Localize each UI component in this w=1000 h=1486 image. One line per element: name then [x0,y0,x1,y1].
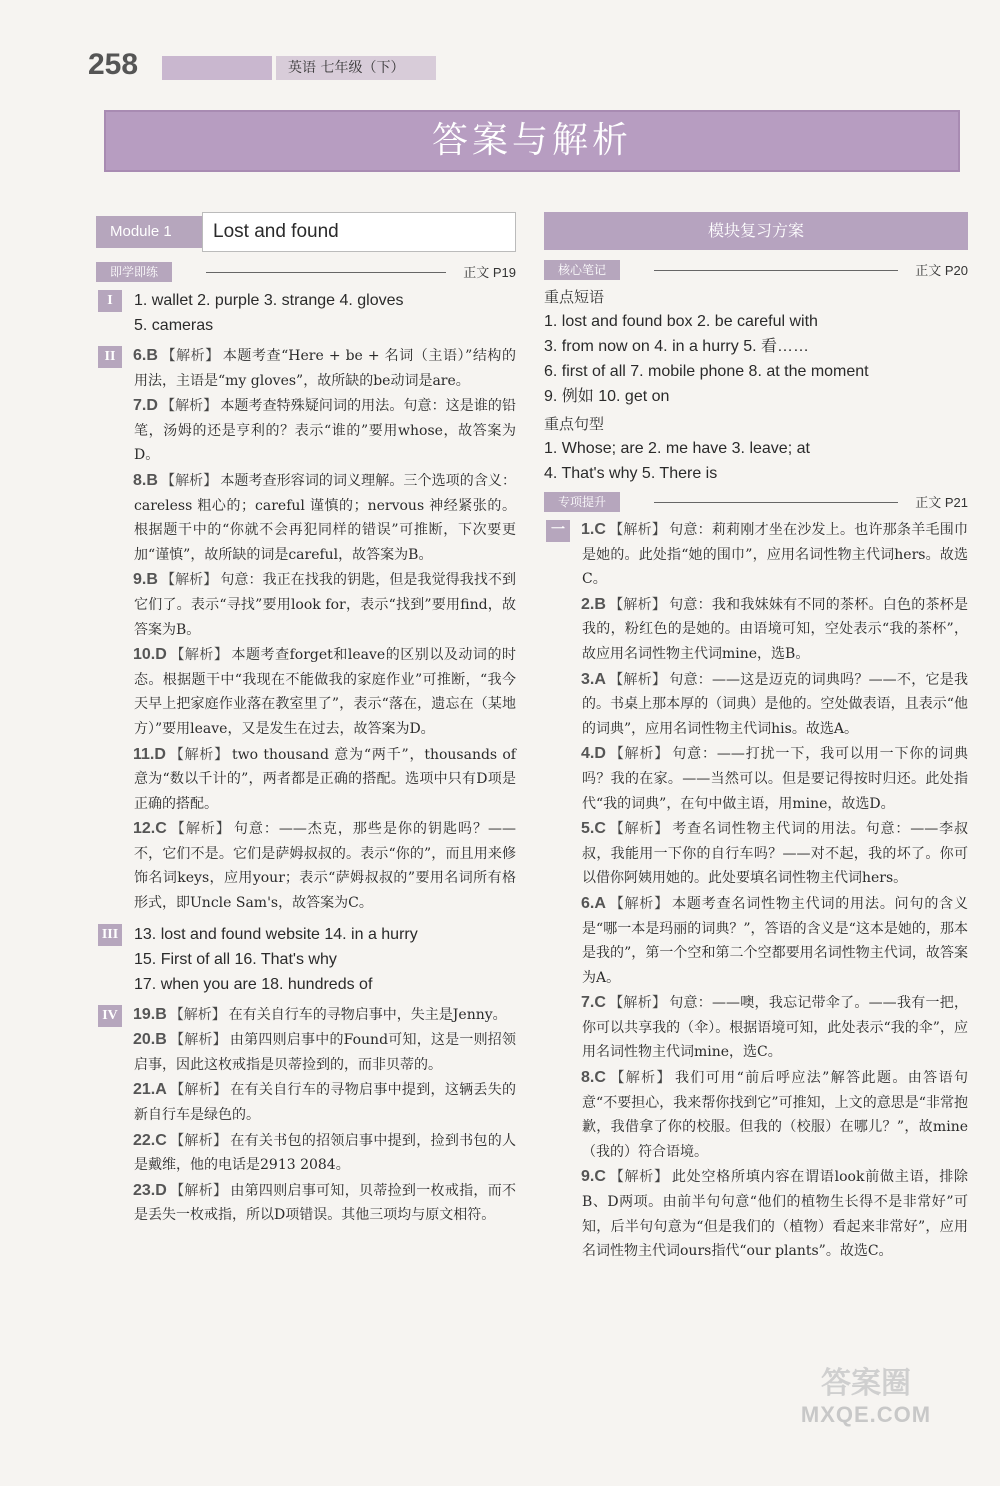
item-number: 8.B [133,471,158,489]
item-number: 10.D [133,646,167,664]
answer-line: 5. cameras [134,317,214,334]
item-text: 由第四则启事中的Found可知，这是一则招领启事，因此这枚戒指是贝蒂捡到的，而非贝蒂的。 [134,1032,517,1073]
answer-item [134,1028,516,1077]
item-number: 1.C [581,521,606,538]
item-text: 此处空格所填内容在谓语look前做主语，排除B、D两项。由前半句句意“他们的植物生长得不是非常好”可知，后半句句意为“但是我们的（植物）看起来非常好”，应用名词性物主代词ours指代“our plants”。故选C。 [582,1169,969,1260]
answer-item [582,991,968,1065]
item-number: 20.B [133,1031,167,1049]
item-number: 21.A [133,1081,167,1099]
phrases-label: 重点短语 [544,288,605,306]
answer-line: 15. First of all 16. That's why [134,950,337,968]
section-number-badge: 一 [546,520,570,542]
section-ref: 正文 P21 [915,495,968,510]
item-tag: 【解析】 [169,1006,226,1023]
sentences-label: 重点句型 [544,415,605,433]
item-text: 由第四则启事可知，贝蒂捡到一枚戒指，而不是丢失一枚戒指，所以D项错误。其他三项均与原文相符。 [134,1182,517,1224]
site-watermark-logo [776,1358,956,1448]
item-text: 在有关自行车的寻物启事中提到，这辆丢失的新自行车是绿色的。 [134,1082,517,1124]
roman-numeral-badge: III [98,924,122,946]
item-number: 12.C [133,820,167,838]
answer-item [582,892,968,990]
answer-line: 17. when you are 18. hundreds of [134,975,373,993]
arrow-line-icon [654,270,898,271]
item-text: 句意：我正在找我的钥匙，但是我觉得我找不到它们了。表示“寻找”要用look for，表示“找到”要用find，故答案为B。 [134,572,517,638]
answer-item [134,817,516,915]
answer-item [134,1129,516,1178]
answer-item [134,568,516,642]
roman-numeral-badge: I [98,290,122,312]
sentence-line: 1. Whose; are 2. me have 3. leave; at [544,440,810,457]
arrow-line-icon [206,272,446,273]
answer-item [134,1003,516,1028]
section-header-improve [544,490,968,514]
header-bar [162,56,272,80]
answer-item [134,1078,516,1127]
answer-item [134,743,516,817]
item-tag: 【解析】 [169,1182,228,1199]
item-number: 5.C [581,820,606,838]
item-tag: 【解析】 [608,522,667,538]
item-number: 22.C [133,1131,167,1149]
answer-item [582,518,968,592]
section-tag: 核心笔记 [544,260,620,280]
item-number: 19.B [133,1005,167,1023]
item-number: 6.A [581,894,606,912]
page-title-banner: 答案与解析 [104,110,960,172]
arrow-line-icon [654,502,898,503]
item-text: two thousand 意为“两千”，thousands of 意为“数以千计的”，两者都是正确的搭配。选项中只有D项是正确的搭配。 [134,746,516,812]
answer-item [582,1066,968,1164]
item-tag: 【解析】 [608,1070,672,1087]
section-tag: 即学即练 [96,262,172,282]
item-tag: 【解析】 [169,1132,228,1149]
item-number: 11.D [133,745,166,763]
item-tag: 【解析】 [169,647,229,664]
item-number: 23.D [133,1181,167,1199]
item-tag: 【解析】 [168,746,230,763]
item-tag: 【解析】 [169,1032,227,1049]
item-tag: 【解析】 [608,671,667,688]
item-text: 我们可用“前后呼应法”解答此题。由答语句意“不要担心，我来帮你找到它”可推知，上文的意思是“非常抱歉，我借拿了你的校服。但我的（校服）在哪儿？”，故mine（我的）符合语境。 [582,1070,968,1160]
module-tag: Module 1 [96,216,202,248]
item-number: 8.C [581,1069,606,1087]
part-iii [96,922,516,997]
item-text: 本题考查forget和leave的区别以及动词的时态。根据题干中“我现在不能做我的家庭作业”可推断，“我今天早上把家庭作业落在教室里了”，表示“落在，遗忘在（某地方）”要用leave，又是发生在过去，故答案为D。 [134,647,517,737]
item-text: 句意：我和我妹妹有不同的茶杯。白色的茶杯是我的，粉红色的是她的。由语境可知，空处表示“我的茶杯”，故应用名词性物主代词mine，选B。 [582,596,968,662]
answer-item [582,593,968,667]
item-text: 在有关书包的招领启事中提到，捡到书包的人是戴维，他的电话是2913 2084。 [134,1132,517,1174]
item-number: 4.D [581,745,606,763]
answer-item [582,1165,968,1263]
part-iv [96,1003,516,1228]
phrase-line: 6. first of all 7. mobile phone 8. at the moment [544,363,869,380]
item-number: 9.B [133,571,158,589]
item-text: 在有关自行车的寻物启事中，失主是Jenny。 [228,1006,507,1023]
section-header-practice [96,260,516,284]
roman-numeral-badge: IV [98,1005,122,1027]
roman-numeral-badge: II [98,346,122,368]
item-text: 句意：——杰克，那些是你的钥匙吗？——不，它们不是。它们是萨姆叔叔的。表示“你的”，而且用来修饰名词keys，应用your；表示“萨姆叔叔的”要用名词所有格形式，即Uncle Sam's，故答案为C。 [134,821,517,912]
page-number: 258 [88,48,139,81]
item-tag: 【解析】 [608,895,670,912]
answer-item [134,469,516,567]
answer-item [582,817,968,891]
item-tag: 【解析】 [160,572,218,589]
sentence-line: 4. That's why 5. There is [544,465,718,482]
item-tag: 【解析】 [608,995,667,1012]
item-number: 2.B [581,595,606,613]
section-tag: 专项提升 [544,492,620,512]
item-tag: 【解析】 [169,1082,228,1099]
answer-item [582,742,968,816]
item-tag: 【解析】 [608,746,670,763]
item-tag: 【解析】 [160,348,220,364]
item-number: 7.D [133,397,158,415]
module-title: Lost and found [202,212,516,252]
answer-item [134,1179,516,1228]
item-tag: 【解析】 [160,472,218,489]
phrase-line: 9. 例如 10. get on [544,388,670,405]
answer-line: 13. lost and found website 14. in a hurry [134,925,418,943]
improve-items [544,518,968,1264]
review-banner: 模块复习方案 [544,212,968,250]
watermark-line: MXQE.COM [800,1402,932,1427]
item-number: 9.C [581,1168,606,1186]
header-book-title: 英语 七年级（下） [276,56,436,80]
section-header-notes [544,258,968,282]
phrase-line: 1. lost and found box 2. be careful with [544,313,818,330]
answer-item [134,344,516,393]
item-number: 6.B [133,347,158,364]
right-column [544,212,968,1270]
watermark-line: 答案圈 [821,1366,911,1401]
item-number: 7.C [581,994,606,1012]
item-text: 句意：莉莉刚才坐在沙发上。也许那条羊毛围巾是她的。此处指“她的围巾”，应用名词性物主代词hers。故选C。 [582,522,968,588]
phrase-line: 3. from now on 4. in a hurry 5. 看…… [544,338,809,355]
item-text: 本题考查“Here + be + 名词（主语）”结构的用法，主语是“my gloves”，故所缺的be动词是are。 [134,348,517,389]
item-tag: 【解析】 [608,821,670,838]
item-text: 句意：——这是迈克的词典吗？——不，它是我的。书桌上那本厚的（词典）是他的。空处做表语，且表示“他的词典”，应用名词性物主代词his。故选A。 [582,671,969,737]
item-text: 句意：——噢，我忘记带伞了。——我有一把，你可以共享我的（伞）。根据语境可知，此处表示“我的伞”，应用名词性物主代词mine，选C。 [582,995,969,1061]
answer-item [134,643,516,741]
item-text: 考查名词性物主代词的用法。句意：——李叔叔，我能用一下你的自行车吗？——对不起，我的坏了。你可以借你阿姨用她的。此处要填名词性物主代词hers。 [582,821,969,887]
item-text: 本题考查名词性物主代词的用法。问句的含义是“哪一本是玛丽的词典？”，答语的含义是“这本是她的，那本是我的”，第一个空和第二个空都要用名词性物主代词，故答案为A。 [582,895,969,986]
item-tag: 【解析】 [160,398,218,415]
item-tag: 【解析】 [608,596,667,613]
answer-line: 1. wallet 2. purple 3. strange 4. gloves [134,292,404,309]
item-text: 本题考查形容词的词义理解。三个选项的含义：careless 粗心的；careful 谨慎的；nervous 神经紧张的。根据题干中的“你就不会再犯同样的错误”可推断，下次要更加“谨慎”，故所缺的词是careful，故答案为B。 [134,472,517,563]
item-tag: 【解析】 [608,1169,669,1186]
item-text: 句意：——打扰一下，我可以用一下你的词典吗？我的在家。——当然可以。但是要记得按时归还。此处指代“我的词典”，在句中做主语，用mine，故选D。 [582,746,969,812]
answer-item [134,394,516,468]
section-ref: 正文 P19 [463,265,516,280]
module-header [96,212,516,252]
item-tag: 【解析】 [169,821,231,838]
section-ref: 正文 P20 [915,263,968,278]
item-text: 本题考查特殊疑问词的用法。句意：这是谁的铅笔，汤姆的还是亨利的？表示“谁的”要用whose，故答案为D。 [134,398,517,464]
item-number: 3.A [581,670,606,688]
part-i [96,288,516,338]
left-column [96,212,516,1234]
answer-item [582,668,968,742]
part-ii [96,344,516,916]
